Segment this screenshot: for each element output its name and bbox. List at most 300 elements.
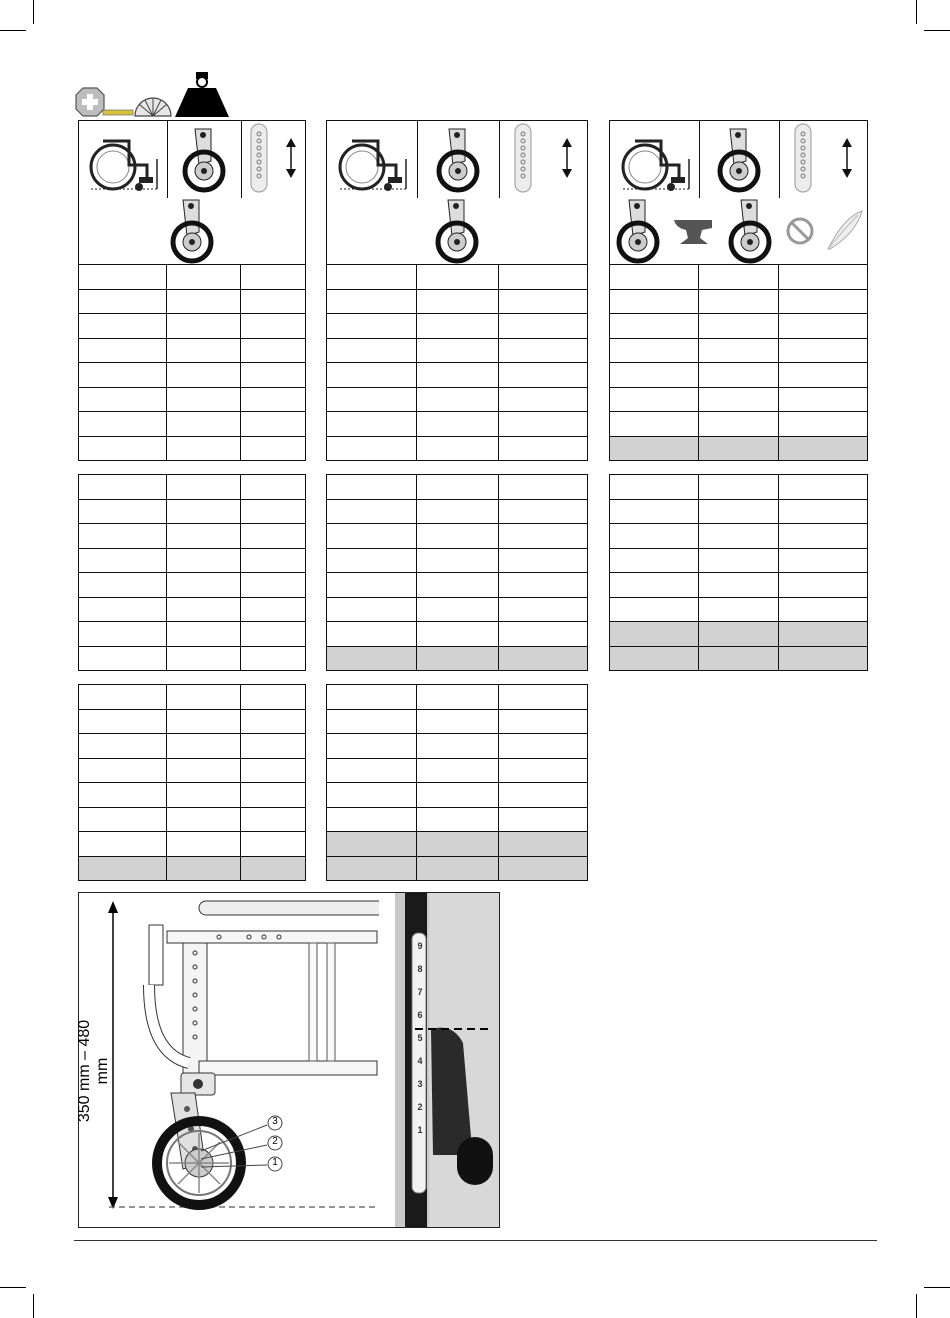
scale-number: 9 — [417, 941, 423, 951]
table-cell — [241, 832, 306, 857]
crop-mark — [924, 30, 950, 31]
table-cell — [699, 573, 779, 598]
settings-table — [78, 264, 306, 461]
table-row — [79, 265, 306, 290]
table-row — [610, 387, 868, 412]
table-cell — [327, 314, 417, 339]
settings-table — [609, 474, 868, 671]
table-cell — [167, 475, 241, 500]
scale-number: 3 — [417, 1079, 423, 1089]
hole-scale-icon — [513, 122, 533, 199]
table-cell — [79, 265, 167, 290]
table-cell — [779, 363, 868, 388]
table-cell — [610, 436, 699, 461]
table-cell — [610, 412, 699, 437]
table-cell — [167, 314, 241, 339]
table-cell — [417, 758, 499, 783]
table-row — [327, 573, 588, 598]
caster-fork-icon — [699, 121, 780, 199]
table-cell — [327, 338, 417, 363]
table-row — [327, 499, 588, 524]
table-cell — [499, 387, 588, 412]
table-row — [79, 499, 306, 524]
dimension-label: 350 mm – 480 mm — [76, 1019, 111, 1123]
table-cell — [167, 646, 241, 671]
angle-protractor-icon — [133, 94, 173, 118]
table-cell — [79, 524, 167, 549]
table-cell — [327, 832, 417, 857]
table-cell — [79, 622, 167, 647]
table-cell — [499, 646, 588, 671]
crop-mark — [916, 1294, 917, 1318]
table-cell — [241, 499, 306, 524]
table-cell — [241, 265, 306, 290]
table-cell — [417, 807, 499, 832]
table-cell — [167, 499, 241, 524]
table-cell — [167, 436, 241, 461]
prohibited-icon — [785, 216, 815, 246]
table-cell — [610, 573, 699, 598]
table-cell — [241, 363, 306, 388]
wheelchair-seat-height-icon — [79, 121, 168, 199]
table-cell — [241, 436, 306, 461]
table-cell — [417, 573, 499, 598]
table-cell — [699, 338, 779, 363]
table-cell — [241, 573, 306, 598]
table-cell — [327, 363, 417, 388]
table-row — [610, 412, 868, 437]
table-cell — [699, 387, 779, 412]
table-row — [610, 548, 868, 573]
table-cell — [699, 524, 779, 549]
table-row — [79, 758, 306, 783]
table-row — [79, 622, 306, 647]
table-cell — [79, 499, 167, 524]
caster-fork-icon — [613, 198, 663, 264]
table-cell — [417, 783, 499, 808]
caster-fork-icon — [432, 198, 482, 264]
table-cell — [417, 832, 499, 857]
table-cell — [79, 832, 167, 857]
table-cell — [167, 807, 241, 832]
table-cell — [79, 363, 167, 388]
table-cell — [241, 685, 306, 710]
table-cell — [327, 387, 417, 412]
table-row — [327, 734, 588, 759]
table-cell — [779, 646, 868, 671]
table-cell — [167, 338, 241, 363]
table-cell — [610, 597, 699, 622]
table-cell — [79, 436, 167, 461]
anvil-icon — [672, 216, 716, 246]
table-row — [79, 314, 306, 339]
table-cell — [499, 783, 588, 808]
table-cell — [417, 709, 499, 734]
table-cell — [327, 734, 417, 759]
group-header — [609, 120, 868, 199]
table-cell — [417, 363, 499, 388]
table-cell — [499, 734, 588, 759]
table-cell — [79, 758, 167, 783]
feather-icon — [824, 209, 864, 253]
table-cell — [417, 548, 499, 573]
table-cell — [167, 548, 241, 573]
table-cell — [779, 314, 868, 339]
table-cell — [167, 363, 241, 388]
table-cell — [79, 412, 167, 437]
table-cell — [499, 265, 588, 290]
table-row — [79, 524, 306, 549]
table-cell — [241, 807, 306, 832]
table-cell — [167, 573, 241, 598]
table-row — [79, 412, 306, 437]
table-cell — [779, 499, 868, 524]
table-cell — [327, 807, 417, 832]
table-cell — [610, 622, 699, 647]
table-cell — [167, 597, 241, 622]
table-cell — [610, 499, 699, 524]
table-cell — [699, 363, 779, 388]
table-cell — [79, 387, 167, 412]
table-cell — [167, 265, 241, 290]
table-cell — [417, 685, 499, 710]
table-row — [79, 734, 306, 759]
table-cell — [417, 597, 499, 622]
table-row — [327, 524, 588, 549]
settings-table — [609, 264, 868, 461]
table-cell — [699, 646, 779, 671]
table-cell — [167, 734, 241, 759]
table-row — [79, 338, 306, 363]
group-header — [78, 120, 306, 199]
caster-fork-icon — [167, 198, 217, 264]
table-cell — [610, 475, 699, 500]
table-cell — [417, 387, 499, 412]
caster-configuration — [78, 198, 306, 265]
table-row — [79, 363, 306, 388]
table-cell — [167, 685, 241, 710]
table-cell — [417, 734, 499, 759]
table-cell — [327, 475, 417, 500]
table-cell — [417, 475, 499, 500]
table-row — [327, 783, 588, 808]
table-cell — [779, 289, 868, 314]
scale-number: 4 — [417, 1056, 423, 1066]
table-row — [79, 832, 306, 857]
caster-configuration — [326, 198, 588, 265]
footer-rule — [74, 1240, 877, 1241]
table-cell — [499, 758, 588, 783]
up-down-arrow-icon — [560, 138, 574, 183]
table-row — [79, 597, 306, 622]
table-cell — [79, 646, 167, 671]
table-cell — [241, 758, 306, 783]
table-cell — [499, 685, 588, 710]
table-cell — [327, 412, 417, 437]
table-cell — [499, 436, 588, 461]
table-cell — [241, 783, 306, 808]
hole-scale-icon — [249, 122, 269, 199]
table-cell — [499, 475, 588, 500]
table-cell — [79, 685, 167, 710]
table-cell — [79, 338, 167, 363]
table-row — [327, 807, 588, 832]
table-cell — [417, 622, 499, 647]
table-cell — [699, 436, 779, 461]
table-cell — [499, 548, 588, 573]
settings-table — [326, 474, 588, 671]
caster-fork-icon — [417, 121, 500, 199]
table-cell — [699, 412, 779, 437]
table-cell — [327, 758, 417, 783]
settings-table — [326, 264, 588, 461]
table-cell — [779, 597, 868, 622]
scale-number: 2 — [417, 1102, 423, 1112]
table-cell — [699, 597, 779, 622]
table-cell — [167, 387, 241, 412]
table-cell — [417, 289, 499, 314]
table-cell — [610, 387, 699, 412]
table-cell — [79, 709, 167, 734]
table-cell — [79, 573, 167, 598]
table-row — [79, 475, 306, 500]
table-cell — [79, 807, 167, 832]
table-cell — [499, 499, 588, 524]
table-row — [327, 856, 588, 881]
table-cell — [699, 499, 779, 524]
table-row — [79, 783, 306, 808]
callout-number: 2 — [272, 1136, 278, 1147]
table-cell — [241, 387, 306, 412]
scale-number: 6 — [417, 1010, 423, 1020]
table-cell — [327, 646, 417, 671]
table-row — [327, 548, 588, 573]
table-cell — [327, 783, 417, 808]
table-cell — [327, 265, 417, 290]
table-cell — [417, 338, 499, 363]
scale-number: 8 — [417, 964, 423, 974]
table-cell — [499, 856, 588, 881]
table-row — [327, 685, 588, 710]
screw-tool-icon — [76, 86, 134, 118]
table-cell — [610, 265, 699, 290]
crop-mark — [33, 0, 34, 24]
table-cell — [499, 597, 588, 622]
weight-icon — [174, 72, 230, 118]
table-cell — [699, 622, 779, 647]
table-cell — [79, 734, 167, 759]
table-row — [610, 289, 868, 314]
settings-table — [78, 474, 306, 671]
table-row — [610, 314, 868, 339]
table-row — [610, 499, 868, 524]
caster-fork-icon — [725, 198, 775, 264]
table-row — [610, 622, 868, 647]
table-cell — [417, 412, 499, 437]
caster-fork-icon — [167, 121, 242, 199]
table-cell — [241, 548, 306, 573]
table-cell — [79, 548, 167, 573]
table-cell — [499, 314, 588, 339]
table-row — [610, 573, 868, 598]
table-cell — [241, 412, 306, 437]
table-cell — [241, 709, 306, 734]
table-cell — [167, 622, 241, 647]
table-cell — [499, 289, 588, 314]
table-row — [327, 709, 588, 734]
table-cell — [167, 832, 241, 857]
table-cell — [610, 314, 699, 339]
table-row — [327, 265, 588, 290]
table-row — [79, 685, 306, 710]
table-row — [327, 832, 588, 857]
table-cell — [417, 646, 499, 671]
table-row — [79, 856, 306, 881]
crop-mark — [916, 0, 917, 24]
table-cell — [779, 387, 868, 412]
table-row — [79, 646, 306, 671]
caster-configuration — [609, 198, 868, 265]
table-row — [327, 436, 588, 461]
table-row — [79, 709, 306, 734]
table-row — [327, 758, 588, 783]
table-cell — [779, 548, 868, 573]
table-cell — [779, 622, 868, 647]
table-cell — [499, 573, 588, 598]
table-row — [327, 387, 588, 412]
table-cell — [167, 412, 241, 437]
table-cell — [79, 783, 167, 808]
table-cell — [499, 807, 588, 832]
crop-mark — [0, 1287, 26, 1288]
wheelchair-frame-drawing — [79, 893, 499, 1227]
table-row — [327, 475, 588, 500]
table-cell — [327, 709, 417, 734]
table-row — [610, 265, 868, 290]
settings-table — [78, 684, 306, 881]
crop-mark — [33, 1294, 34, 1318]
table-cell — [241, 622, 306, 647]
table-row — [327, 338, 588, 363]
table-cell — [779, 412, 868, 437]
table-cell — [79, 856, 167, 881]
table-cell — [417, 265, 499, 290]
crop-mark — [0, 30, 26, 31]
table-row — [79, 289, 306, 314]
table-row — [327, 597, 588, 622]
table-row — [610, 436, 868, 461]
table-row — [610, 524, 868, 549]
table-cell — [779, 573, 868, 598]
table-cell — [327, 289, 417, 314]
table-cell — [417, 314, 499, 339]
crop-mark — [924, 1287, 950, 1288]
table-cell — [779, 338, 868, 363]
table-row — [327, 314, 588, 339]
table-cell — [241, 597, 306, 622]
table-cell — [417, 856, 499, 881]
callout-number: 1 — [272, 1157, 278, 1168]
table-row — [610, 363, 868, 388]
table-cell — [241, 524, 306, 549]
table-cell — [241, 338, 306, 363]
table-cell — [779, 524, 868, 549]
table-cell — [241, 856, 306, 881]
settings-table — [326, 684, 588, 881]
table-cell — [610, 548, 699, 573]
table-cell — [241, 646, 306, 671]
table-cell — [327, 573, 417, 598]
table-cell — [417, 499, 499, 524]
table-row — [327, 363, 588, 388]
table-cell — [327, 622, 417, 647]
table-cell — [610, 646, 699, 671]
seat-height-figure — [78, 892, 500, 1228]
up-down-arrow-icon — [284, 138, 298, 183]
table-row — [79, 573, 306, 598]
table-cell — [699, 314, 779, 339]
table-cell — [327, 597, 417, 622]
scale-number: 1 — [417, 1125, 423, 1135]
table-cell — [699, 475, 779, 500]
table-cell — [499, 832, 588, 857]
table-cell — [327, 499, 417, 524]
table-cell — [327, 548, 417, 573]
table-cell — [327, 685, 417, 710]
table-cell — [327, 524, 417, 549]
table-cell — [241, 314, 306, 339]
table-row — [610, 338, 868, 363]
wheelchair-seat-height-icon — [610, 121, 700, 199]
table-row — [327, 622, 588, 647]
table-cell — [79, 597, 167, 622]
table-cell — [417, 524, 499, 549]
table-cell — [499, 412, 588, 437]
table-row — [327, 412, 588, 437]
table-row — [610, 646, 868, 671]
hole-scale-icon — [793, 122, 813, 199]
scale-number: 5 — [417, 1033, 423, 1043]
table-cell — [499, 622, 588, 647]
table-row — [79, 807, 306, 832]
table-cell — [167, 289, 241, 314]
table-cell — [610, 524, 699, 549]
group-header — [326, 120, 588, 199]
table-row — [327, 646, 588, 671]
table-cell — [699, 548, 779, 573]
table-row — [79, 387, 306, 412]
table-cell — [167, 783, 241, 808]
table-cell — [610, 363, 699, 388]
table-cell — [779, 265, 868, 290]
table-cell — [79, 314, 167, 339]
callout-number: 3 — [272, 1116, 278, 1127]
table-cell — [499, 709, 588, 734]
table-cell — [79, 289, 167, 314]
table-cell — [610, 289, 699, 314]
table-cell — [327, 856, 417, 881]
table-row — [79, 548, 306, 573]
table-cell — [167, 709, 241, 734]
table-cell — [167, 856, 241, 881]
table-cell — [499, 363, 588, 388]
table-cell — [241, 734, 306, 759]
table-row — [79, 436, 306, 461]
table-cell — [417, 436, 499, 461]
table-cell — [241, 475, 306, 500]
table-cell — [699, 289, 779, 314]
table-row — [610, 597, 868, 622]
